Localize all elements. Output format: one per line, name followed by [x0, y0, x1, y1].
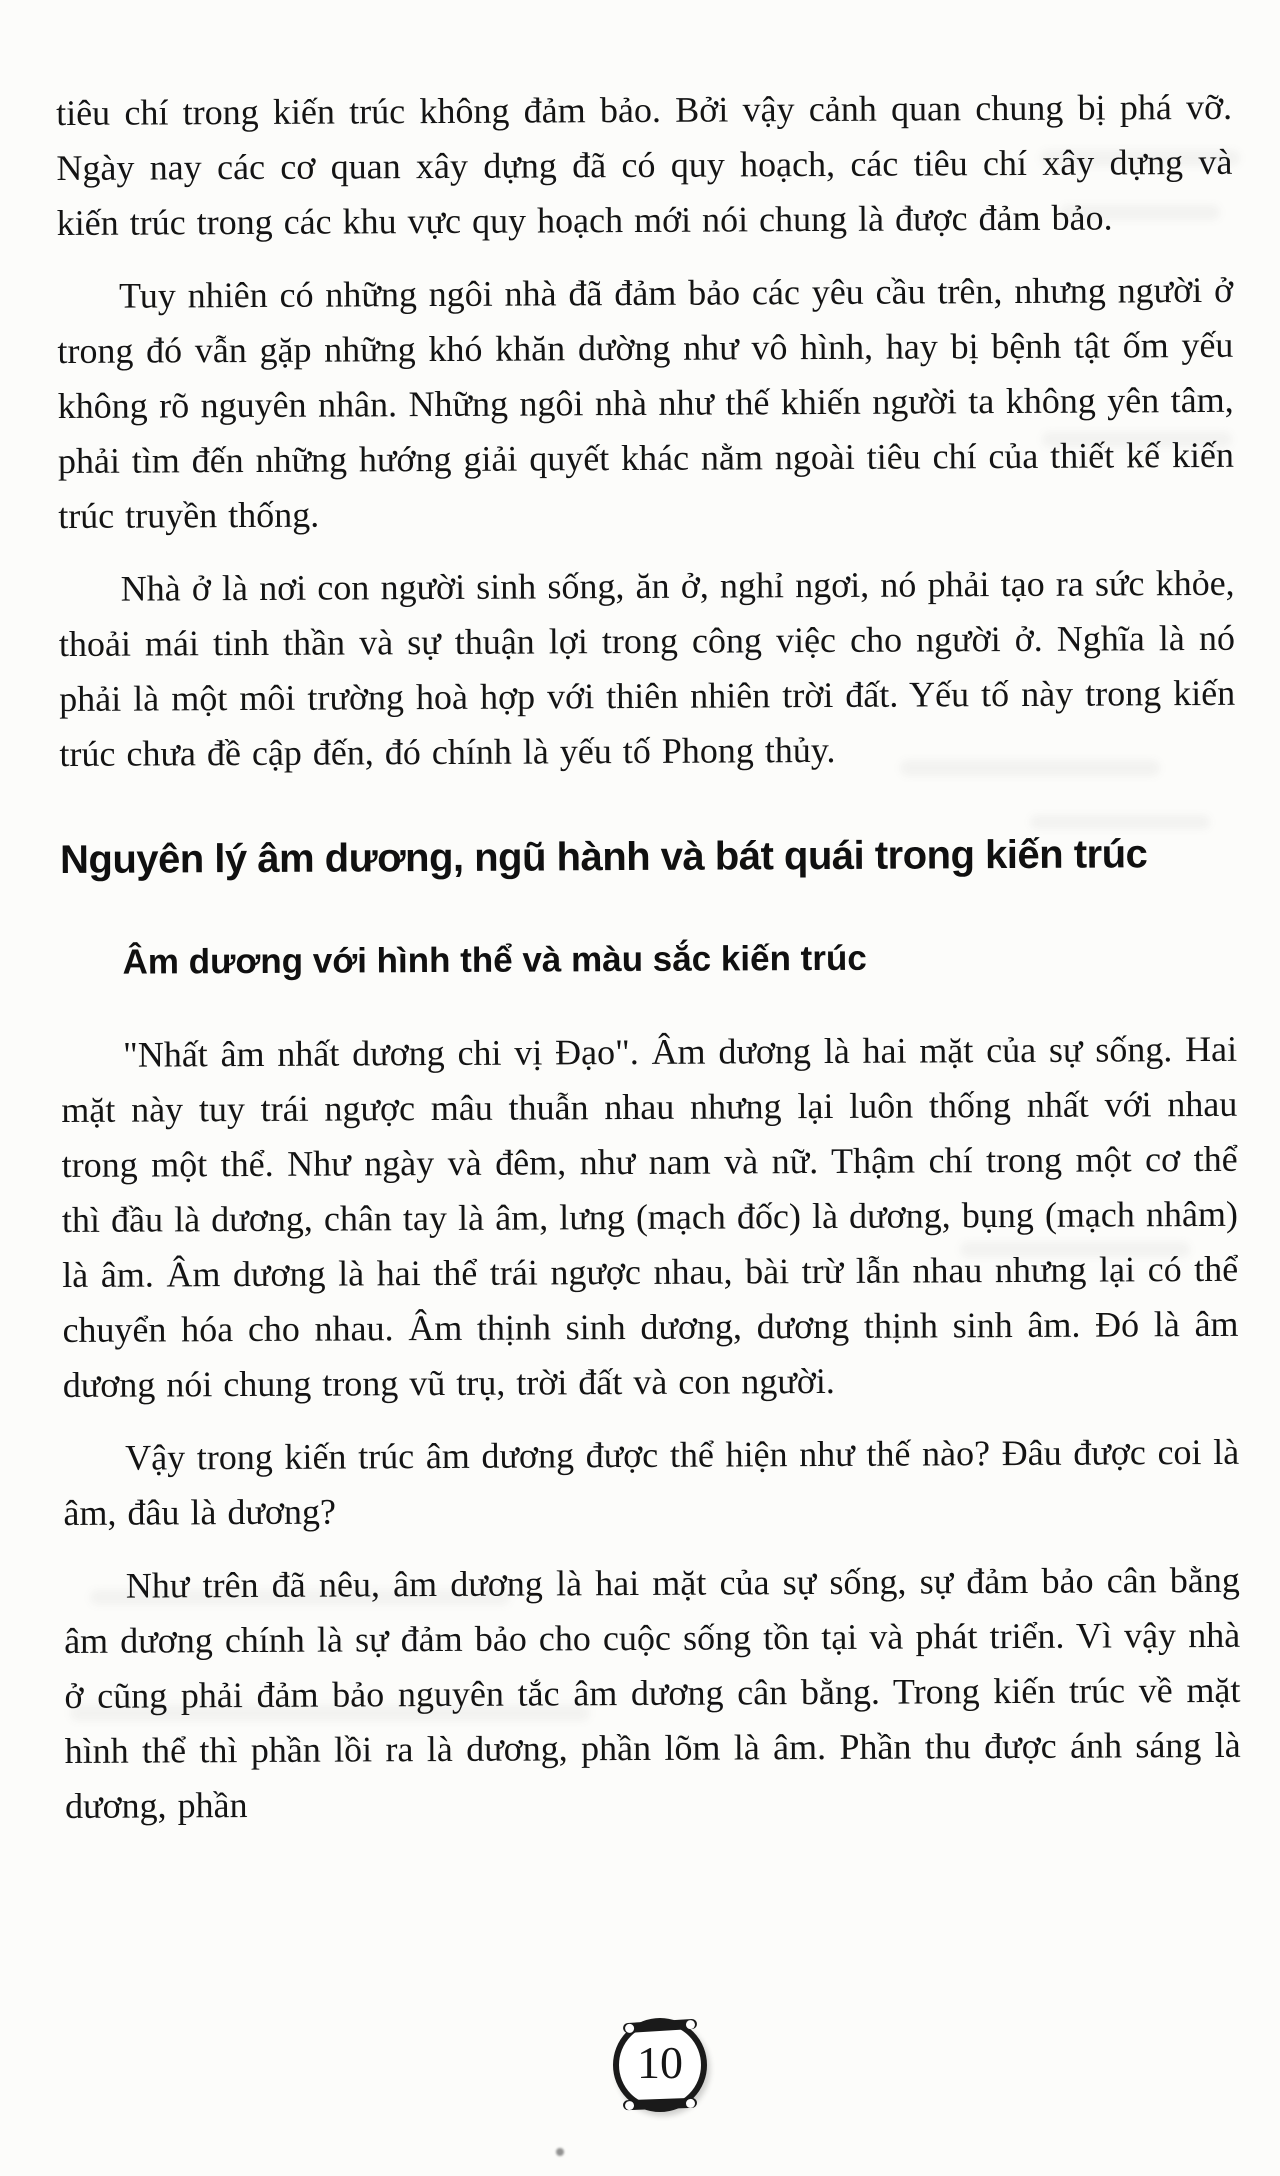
page-number-badge — [613, 2018, 707, 2112]
subsection-heading: Âm dương với hình thể và màu sắc kiến trúc — [122, 938, 867, 982]
paragraph-continuation: tiêu chí trong kiến trúc không đảm bảo. Bởi vậy cảnh quan chung bị phá vỡ. Ngày nay các cơ quan xây dựng đã có quy hoạch, các tiêu chí xây dựng và kiến trúc trong các khu vực quy hoạch mới nói chung là được đảm bảo. — [56, 86, 1233, 243]
text-block — [56, 80, 1241, 1852]
badge-ornament-bottom — [623, 2098, 697, 2111]
section-heading: Nguyên lý âm dương, ngũ hành và bát quái trong kiến trúc — [59, 832, 1148, 882]
scan-artifact — [556, 2148, 564, 2156]
paragraph: Như trên đã nêu, âm dương là hai mặt của sự sống, sự đảm bảo cân bằng âm dương chính là sự đảm bảo cho cuộc sống tồn tại và phát triển. Vì vậy nhà ở cũng phải đảm bảo nguyên tắc âm dương cân bằng. Trong kiến trúc về mặt hình thể thì phần lồi ra là dương, phần lõm là âm. Phần thu được ánh sáng là dương, phần — [64, 1559, 1241, 1826]
badge-ornament-top — [623, 2019, 697, 2033]
paragraph: Tuy nhiên có những ngôi nhà đã đảm bảo các yêu cầu trên, nhưng người ở trong đó vẫn gặp những khó khăn dường như vô hình, hay bị bệnh tật ốm yếu không rõ nguyên nhân. Những ngôi nhà như thế khiến người ta không yên tâm, phải tìm đến những hướng giải quyết khác nằm ngoài tiêu chí của thiết kế kiến trúc truyền thống. — [57, 269, 1235, 536]
paragraph: Nhà ở là nơi con người sinh sống, ăn ở, nghỉ ngơi, nó phải tạo ra sức khỏe, thoải mái tinh thần và sự thuận lợi trong công việc cho người ở. Nghĩa là nó phải là một môi trường hoà hợp với thiên nhiên trời đất. Yếu tố này trong kiến trúc chưa đề cập đến, đó chính là yếu tố Phong thủy. — [58, 562, 1236, 774]
paragraph: "Nhất âm nhất dương chi vị Đạo". Âm dương là hai mặt của sự sống. Hai mặt này tuy trái ngược mâu thuẫn nhau nhưng lại luôn thống nhất với nhau trong một thể. Như ngày và đêm, như nam và nữ. Thậm chí trong một cơ thể thì đầu là dương, chân tay là âm, lưng (mạch đốc) là dương, bụng (mạch nhâm) là âm. Âm dương là hai thể trái ngược nhau, bài trừ lẫn nhau nhưng lại có thể chuyển hóa cho nhau. Âm thịnh sinh dương, dương thịnh sinh âm. Đó là âm dương nói chung trong vũ trụ, trời đất và con người. — [61, 1028, 1239, 1405]
paragraph: Vậy trong kiến trúc âm dương được thể hiện như thế nào? Đâu được coi là âm, đâu là dương? — [63, 1431, 1240, 1533]
page-number: 10 — [637, 2037, 683, 2088]
